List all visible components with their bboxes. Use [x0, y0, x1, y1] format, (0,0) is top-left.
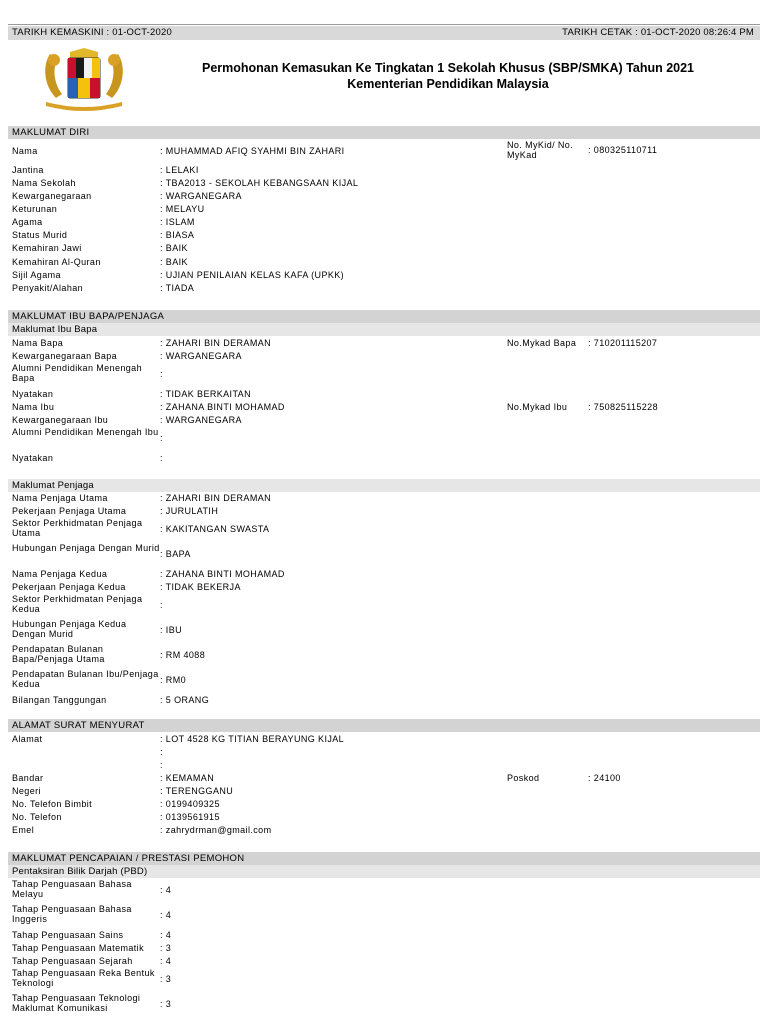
- field-value: : ZAHANA BINTI MOHAMAD: [160, 569, 285, 579]
- info-row: [8, 772, 760, 785]
- subsection-penjaga: [8, 479, 760, 492]
- info-row: [8, 363, 760, 387]
- field-value: : ZAHANA BINTI MOHAMAD: [160, 402, 285, 412]
- info-row: [8, 242, 760, 255]
- field-value: : WARGANEGARA: [160, 191, 242, 201]
- info-row: [8, 798, 760, 811]
- field-label: Nama Sekolah: [12, 178, 76, 188]
- field-value: : WARGANEGARA: [160, 415, 242, 425]
- title-line-1: Permohonan Kemasukan Ke Tingkatan 1 Sekolah Khusus (SBP/SMKA) Tahun 2021: [201, 61, 695, 75]
- field-value-secondary: : 080325110711: [588, 145, 658, 155]
- info-row: [8, 955, 760, 968]
- info-row: [8, 282, 760, 295]
- info-row: [8, 216, 760, 229]
- info-row: [8, 452, 760, 465]
- info-row: [8, 190, 760, 203]
- field-label: Negeri: [12, 786, 41, 796]
- field-value: : TIDAK BERKAITAN: [160, 389, 251, 399]
- field-label: Nama Bapa: [12, 338, 64, 348]
- field-label: Sektor Perkhidmatan Penjaga Kedua: [12, 594, 143, 614]
- field-label: Alumni Pendidikan Menengah Bapa: [12, 363, 142, 383]
- field-value: : BAPA: [160, 549, 191, 559]
- field-value: : 3: [160, 974, 172, 984]
- field-value: : BAIK: [160, 257, 188, 267]
- subsection-pbd: [8, 865, 760, 878]
- info-row: [8, 518, 760, 542]
- field-label: Nyatakan: [12, 389, 54, 399]
- field-value: : UJIAN PENILAIAN KELAS KAFA (UPKK): [160, 270, 345, 280]
- info-row: [8, 388, 760, 401]
- field-value: : KAKITANGAN SWASTA: [160, 524, 270, 534]
- info-row: [8, 619, 760, 643]
- field-label: Tahap Penguasaan Reka Bentuk Teknologi: [12, 968, 155, 988]
- field-value: : 4: [160, 956, 172, 966]
- field-label: Tahap Penguasaan Teknologi Maklumat Komunikasi: [12, 993, 141, 1013]
- field-value: : BAIK: [160, 243, 188, 253]
- field-label: Emel: [12, 825, 35, 835]
- field-value: : 0199409325: [160, 799, 220, 809]
- field-label-secondary: Poskod: [507, 773, 540, 783]
- info-row: [8, 733, 760, 746]
- field-label: Nama Ibu: [12, 402, 55, 412]
- info-row: [8, 401, 760, 414]
- field-label: Penyakit/Alahan: [12, 283, 84, 293]
- info-row: [8, 824, 760, 837]
- info-row-nama: [8, 142, 760, 164]
- field-label: Nama Penjaga Utama: [12, 493, 108, 503]
- field-value: : TIDAK BEKERJA: [160, 582, 241, 592]
- field-value: : 5 ORANG: [160, 695, 210, 705]
- field-value: : 0139561915: [160, 812, 220, 822]
- info-row: [8, 904, 760, 928]
- update-date: TARIKH KEMASKINI : 01-OCT-2020: [12, 27, 172, 38]
- info-row: [8, 337, 760, 350]
- field-value: : RM 4088: [160, 650, 206, 660]
- field-value: : 3: [160, 943, 172, 953]
- field-label: Pendapatan Bulanan Ibu/Penjaga Kedua: [12, 669, 159, 689]
- field-value: : RM0: [160, 675, 187, 685]
- field-value: : ISLAM: [160, 217, 195, 227]
- info-row: [8, 644, 760, 668]
- field-value: : TIADA: [160, 283, 195, 293]
- field-label: Jantina: [12, 165, 44, 175]
- field-label: Hubungan Penjaga Dengan Murid: [12, 543, 160, 553]
- field-label: Kemahiran Al-Quran: [12, 257, 101, 267]
- info-row: [8, 229, 760, 242]
- info-row: [8, 581, 760, 594]
- field-value: : LELAKI: [160, 165, 199, 175]
- field-value: : TERENGGANU: [160, 786, 234, 796]
- field-label: Kemahiran Jawi: [12, 243, 82, 253]
- malaysia-coat-of-arms-icon: [36, 46, 132, 112]
- field-value: : 3: [160, 999, 172, 1009]
- field-label: Sijil Agama: [12, 270, 61, 280]
- field-label: Pekerjaan Penjaga Kedua: [12, 582, 126, 592]
- field-value: : 4: [160, 930, 172, 940]
- subsection-penjaga-text: Maklumat Penjaga: [12, 480, 94, 491]
- field-label: Tahap Penguasaan Sains: [12, 930, 124, 940]
- subsection-pbd-text: Pentaksiran Bilik Darjah (PBD): [12, 866, 148, 877]
- info-row: [8, 694, 760, 707]
- field-value: : WARGANEGARA: [160, 351, 242, 361]
- subsection-ibu-bapa: [8, 323, 760, 336]
- field-label: Tahap Penguasaan Matematik: [12, 943, 144, 953]
- field-label: No. Telefon Bimbit: [12, 799, 93, 809]
- section-alamat-text: ALAMAT SURAT MENYURAT: [12, 720, 145, 731]
- info-row: [8, 350, 760, 363]
- field-value: :: [160, 453, 163, 463]
- info-row: [8, 177, 760, 190]
- field-label-secondary: No.Mykad Bapa: [507, 338, 577, 348]
- field-label: Kewarganegaraan Bapa: [12, 351, 118, 361]
- info-row: [8, 746, 760, 759]
- field-value: : LOT 4528 KG TITIAN BERAYUNG KIJAL: [160, 734, 345, 744]
- info-row: [8, 164, 760, 177]
- field-label: Status Murid: [12, 230, 68, 240]
- section-pencapaian-text: MAKLUMAT PENCAPAIAN / PRESTASI PEMOHON: [12, 853, 245, 864]
- field-label: Nama Penjaga Kedua: [12, 569, 108, 579]
- top-rule: [8, 24, 760, 25]
- field-value: : KEMAMAN: [160, 773, 215, 783]
- field-label: No. Telefon: [12, 812, 62, 822]
- info-row: [8, 785, 760, 798]
- field-label: Hubungan Penjaga Kedua Dengan Murid: [12, 619, 127, 639]
- info-row: [8, 929, 760, 942]
- field-value: : BIASA: [160, 230, 195, 240]
- field-value: : ZAHARI BIN DERAMAN: [160, 493, 272, 503]
- info-row: [8, 968, 760, 992]
- field-label: Agama: [12, 217, 43, 227]
- info-row: [8, 492, 760, 505]
- field-value: :: [160, 600, 163, 610]
- field-value: : TBA2013 - SEKOLAH KEBANGSAAN KIJAL: [160, 178, 359, 188]
- section-alamat: [8, 719, 760, 732]
- title-line-2: Kementerian Pendidikan Malaysia: [347, 77, 549, 91]
- date-band: [8, 26, 760, 40]
- document-page: [8, 22, 760, 1024]
- print-date: TARIKH CETAK : 01-OCT-2020 08:26:4 PM: [562, 27, 754, 38]
- field-label: Pendapatan Bulanan Bapa/Penjaga Utama: [12, 644, 105, 664]
- info-row: [8, 759, 760, 772]
- info-row: [8, 505, 760, 518]
- section-pencapaian: [8, 852, 760, 865]
- field-value: : MUHAMMAD AFIQ SYAHMI BIN ZAHARI: [160, 146, 345, 156]
- field-label: Alumni Pendidikan Menengah Ibu: [12, 427, 159, 437]
- document-title: [148, 60, 748, 92]
- info-row: [8, 427, 760, 451]
- field-value: :: [160, 433, 163, 443]
- field-label: Tahap Penguasaan Bahasa Inggeris: [12, 904, 132, 924]
- field-label: Kewarganegaraan Ibu: [12, 415, 109, 425]
- field-label: Bandar: [12, 773, 44, 783]
- info-row: [8, 414, 760, 427]
- info-row: [8, 942, 760, 955]
- field-value: : IBU: [160, 625, 183, 635]
- info-row: [8, 879, 760, 903]
- field-value-secondary: : 24100: [588, 773, 621, 783]
- section-maklumat-diri-text: MAKLUMAT DIRI: [12, 127, 90, 138]
- field-value: : ZAHARI BIN DERAMAN: [160, 338, 272, 348]
- field-label: Tahap Penguasaan Bahasa Melayu: [12, 879, 132, 899]
- info-row: [8, 669, 760, 693]
- info-row: [8, 811, 760, 824]
- info-row: [8, 256, 760, 269]
- field-label: Sektor Perkhidmatan Penjaga Utama: [12, 518, 143, 538]
- field-value-secondary: : 750825115228: [588, 402, 658, 412]
- field-value: : MELAYU: [160, 204, 205, 214]
- section-maklumat-diri: [8, 126, 760, 139]
- field-label: Pekerjaan Penjaga Utama: [12, 506, 127, 516]
- field-label: Tahap Penguasaan Sejarah: [12, 956, 133, 966]
- field-label: Nyatakan: [12, 453, 54, 463]
- field-value: :: [160, 747, 163, 757]
- field-label: Keturunan: [12, 204, 58, 214]
- field-label: Kewarganegaraan: [12, 191, 92, 201]
- field-value: :: [160, 369, 163, 379]
- info-row: [8, 594, 760, 618]
- field-label-secondary: No.Mykad Ibu: [507, 402, 568, 412]
- section-ibu-bapa-text: MAKLUMAT IBU BAPA/PENJAGA: [12, 311, 165, 322]
- info-row: [8, 269, 760, 282]
- field-value-secondary: : 710201115207: [588, 338, 658, 348]
- field-label: Nama: [12, 146, 38, 156]
- info-row: [8, 993, 760, 1017]
- field-label: Alamat: [12, 734, 43, 744]
- field-value: : 4: [160, 885, 172, 895]
- field-value: : JURULATIH: [160, 506, 219, 516]
- field-value: : zahrydrman@gmail.com: [160, 825, 272, 835]
- field-value: :: [160, 760, 163, 770]
- info-row: [8, 568, 760, 581]
- field-value: : 4: [160, 910, 172, 920]
- info-row: [8, 543, 760, 567]
- section-ibu-bapa: [8, 310, 760, 323]
- subsection-ibu-bapa-text: Maklumat Ibu Bapa: [12, 324, 98, 335]
- field-label: Bilangan Tanggungan: [12, 695, 107, 705]
- info-row: [8, 203, 760, 216]
- field-label-secondary: No. MyKid/ No. MyKad: [507, 140, 574, 160]
